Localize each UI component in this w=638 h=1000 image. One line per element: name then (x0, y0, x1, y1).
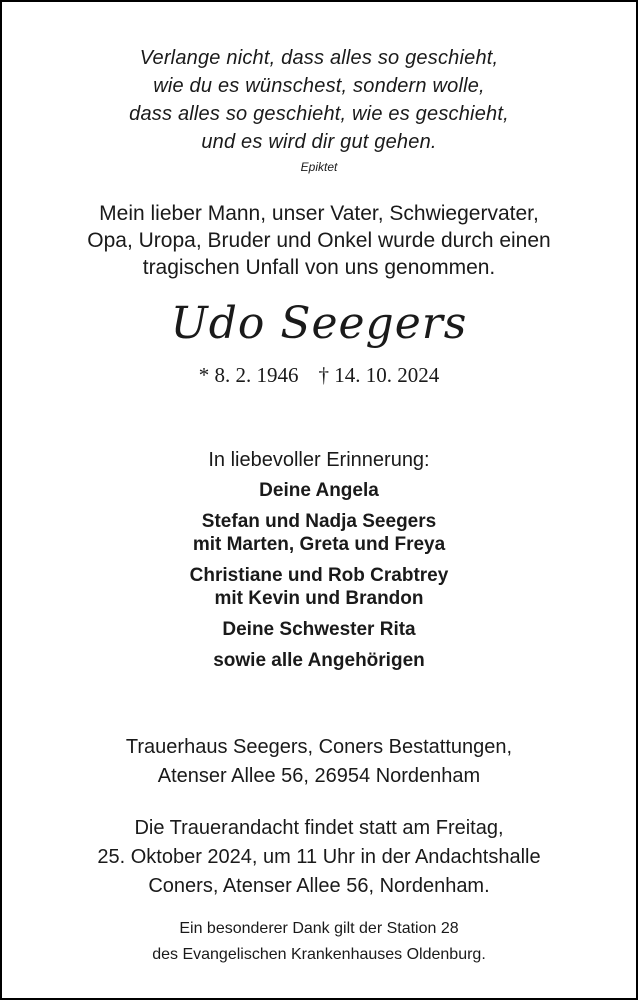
service-line: Die Trauerandacht findet statt am Freitag, (134, 817, 504, 839)
quote-line: wie du es wünschest, sondern wolle, (153, 75, 485, 97)
mourner-line: Christiane und Rob Crabtrey (189, 565, 449, 586)
service-line: 25. Oktober 2024, um 11 Uhr in der Andachtshalle (97, 846, 541, 868)
thanks-line: Ein besonderer Dank gilt der Station 28 (179, 920, 459, 937)
deceased-name: Udo Seegers (170, 298, 468, 349)
service-line: Coners, Atenser Allee 56, Nordenham. (148, 875, 490, 897)
funeral-home-line: Trauerhaus Seegers, Coners Bestattungen, (125, 736, 513, 758)
thanks-line: des Evangelischen Krankenhauses Oldenburg. (152, 946, 486, 963)
intro-line: Opa, Uropa, Bruder und Onkel wurde durch einen (87, 229, 551, 252)
memorial-heading: In liebevoller Erinnerung: (208, 449, 430, 471)
funeral-home-line: Atenser Allee 56, 26954 Nordenham (157, 765, 481, 787)
mourner-line: Deine Angela (259, 480, 379, 501)
mourner-line: Stefan und Nadja Seegers (201, 511, 437, 532)
mourner-line: Deine Schwester Rita (222, 619, 416, 640)
quote-author: Epiktet (300, 160, 338, 174)
quote-line: und es wird dir gut gehen. (201, 131, 437, 153)
intro-line: tragischen Unfall von uns genommen. (142, 256, 496, 279)
mourner-line: mit Kevin und Brandon (214, 588, 424, 609)
death-date: † 14. 10. 2024 (318, 363, 440, 387)
intro-line: Mein lieber Mann, unser Vater, Schwiegervater, (99, 202, 539, 225)
mourner-line: mit Marten, Greta und Freya (192, 534, 446, 555)
life-dates (2, 363, 636, 388)
quote-line: Verlange nicht, dass alles so geschieht, (139, 47, 499, 69)
mourner-line: sowie alle Angehörigen (213, 650, 425, 671)
quote-line: dass alles so geschieht, wie es geschieht, (129, 103, 509, 125)
birth-date: * 8. 2. 1946 (198, 363, 299, 387)
